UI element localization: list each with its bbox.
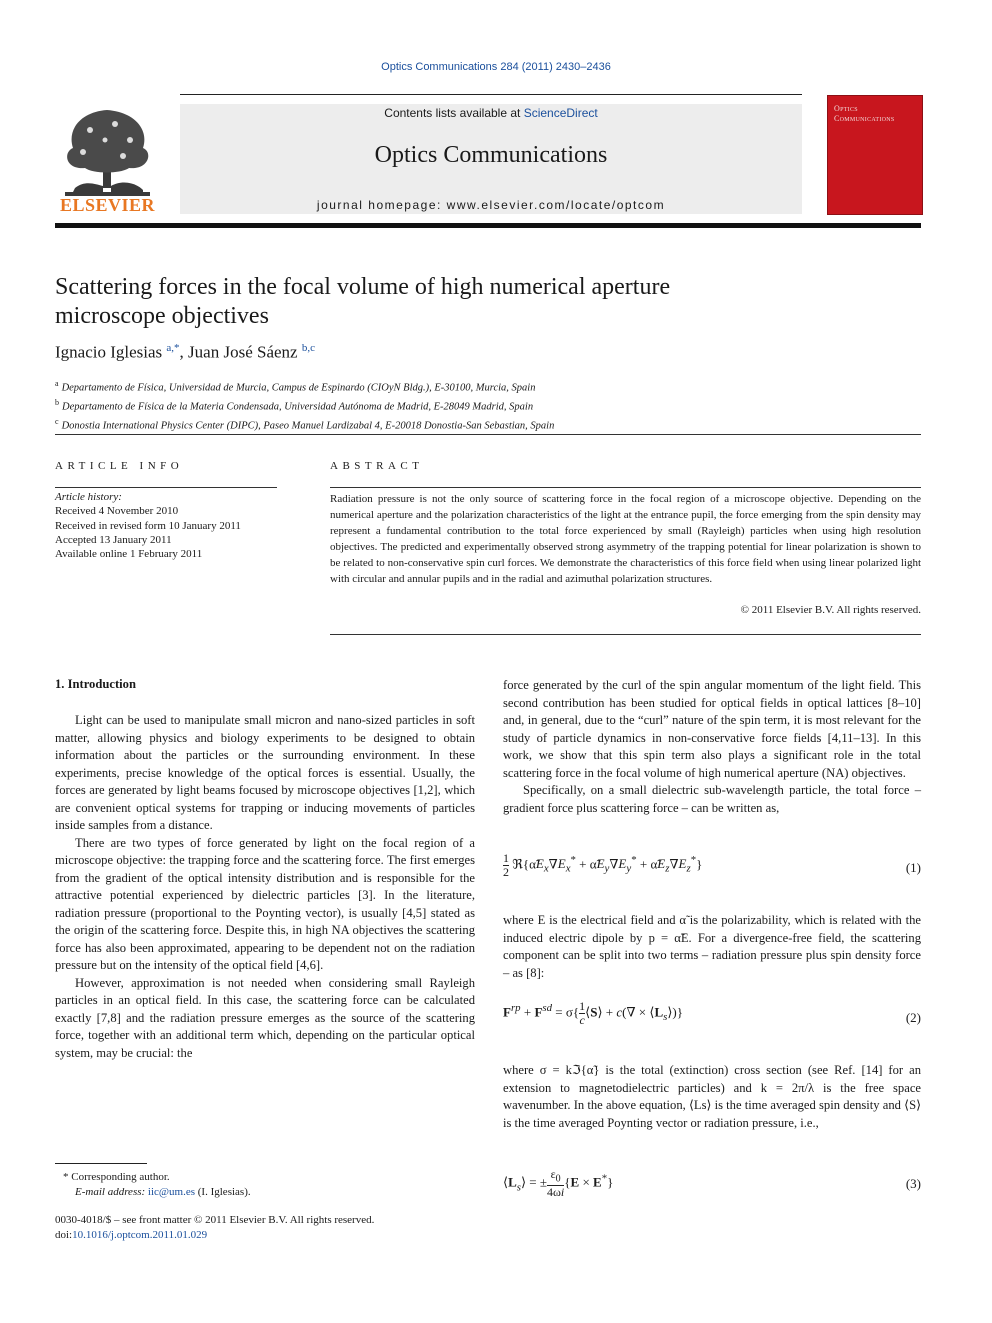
equation-2 bbox=[503, 1000, 921, 1036]
contents-line: Contents lists available at ScienceDirect bbox=[384, 106, 598, 120]
equation-1 bbox=[503, 852, 921, 886]
body-left-column bbox=[55, 712, 475, 1062]
equation-3 bbox=[503, 1168, 921, 1202]
article-info-rule bbox=[55, 487, 277, 488]
header-thick-rule bbox=[55, 223, 921, 228]
abstract-bottom-rule bbox=[330, 634, 921, 635]
author-affil-mark[interactable]: b,c bbox=[301, 342, 315, 354]
equation-expression: $⟨L_s⟩$ = ± $\frac{\varepsilon_0}{4\omega i}$ {E × E*} bbox=[503, 1167, 614, 1200]
article-title: Scattering forces in the focal volume of high numerical aperture microscope objectives bbox=[55, 274, 671, 329]
elsevier-wordmark: ELSEVIER bbox=[59, 195, 156, 215]
equation-number: (2) bbox=[905, 1010, 921, 1025]
journal-name: Optics Communications bbox=[374, 142, 608, 168]
author-name: Juan José Sáenz bbox=[188, 342, 298, 362]
cover-title: Optics Communications bbox=[834, 104, 895, 123]
email-link[interactable]: iic@um.es bbox=[147, 1186, 196, 1198]
affiliation-item: $^a$ Departamento de Física, Universidad de Murcia, Campus de Espinardo (CIOyN Bldg.), E-30100, Murcia, Spain bbox=[55, 379, 536, 394]
author-list: Ignacio Iglesias $^{a,*}$, Juan José Sáenz $^{b,c}$ bbox=[55, 342, 315, 362]
abstract-copyright: © 2011 Elsevier B.V. All rights reserved. bbox=[740, 604, 921, 616]
header-top-rule bbox=[180, 94, 802, 95]
paragraph: where E is the electrical field and α̃ is the polarizability, which is related with the induced electric dipole by p = α̃E. For a divergence-free field, the scattering component can be split into two terms – radiation pressure plus spin density force – as [8]: bbox=[503, 913, 921, 980]
history-item: Received in revised form 10 January 2011 bbox=[55, 519, 241, 532]
journal-cover-thumbnail bbox=[827, 95, 923, 215]
abstract-heading: ABSTRACT bbox=[330, 460, 424, 472]
doi-link[interactable]: 10.1016/j.optcom.2011.01.029 bbox=[72, 1229, 208, 1241]
equation-number: (3) bbox=[905, 1176, 921, 1191]
history-item: Available online 1 February 2011 bbox=[55, 548, 203, 561]
paragraph: where σ = kℑ{α̃} is the total (extinction) cross section (see Ref. [14] for an extension to magnetodielectric particles) and k = 2π/λ is the free space wavenumber. In the above equation, ⟨Ls⟩ is the time averaged spin density and ⟨S⟩ is the time averaged Poynting vector or radiation pressure, i.e., bbox=[503, 1063, 921, 1130]
body-right-column-cont bbox=[503, 912, 921, 982]
affiliation-item: $^c$ Donostia International Physics Center (DIPC), Paseo Manuel Lardizabal 4, E-20018 Donostia-San Sebastian, Spain bbox=[55, 417, 555, 432]
abstract-text: Radiation pressure is not the only source of scattering force in the focal region of a microscope objective. Depending on the numerical aperture and the polarization characteristics of the light at the entrance pupil, the force emerging from the spin density may represent a fundamental contribution to the total force experienced by small (Rayleigh) particles when using high resolution objectives. The predicted and experimentally observed strong asymmetry of the trapping potential for linear polarization is shown to be related to non-conservative spin curl forces. We demonstrate the characteristics of this force field when using linear polarized light with circular and annular pupils and in the radial and azimuthal polarization structures. bbox=[330, 493, 921, 585]
paragraph: Specifically, on a small dielectric sub-wavelength particle, the total force – gradient force plus scattering force – can be written as, bbox=[503, 783, 921, 815]
body-right-column-cont bbox=[503, 1062, 921, 1132]
equation-expression: $\frac{1}{2}$ $ℜ\{\alphãE_x\nabla E_x^*$ + $\alphãE_y\nabla E_y^*$ + $\alphãE_z\nabla E_z^*$} bbox=[503, 851, 703, 879]
body-right-column bbox=[503, 677, 921, 817]
journal-homepage[interactable]: journal homepage: www.elsevier.com/locate/optcom bbox=[316, 198, 666, 212]
footnote-rule bbox=[55, 1163, 147, 1164]
affiliations bbox=[55, 377, 925, 434]
equation-number: (1) bbox=[905, 860, 921, 875]
article-history: Article history: Received 4 November 2010 Received in revised form 10 January 2011 Accepted 13 January 2011 Available online 1 February 2011 bbox=[55, 490, 277, 561]
history-item: Accepted 13 January 2011 bbox=[55, 533, 172, 546]
abstract-top-rule bbox=[330, 487, 921, 488]
journal-reference[interactable]: Optics Communications 284 (2011) 2430–2436 bbox=[381, 61, 611, 73]
paragraph: There are two types of force generated by light on the focal region of a microscope objective: the trapping force and the scattering force. The first emerges from the gradient of the optical intensity distribution and is responsible for the attractive potential experienced by dielectric particles [3]. In the literature, radiation pressure (proportional to the Poynting vector), is usually [4,5] stated as the origin of the scattering force. Despite this, in high NA objectives the scattering force has also been approximated, appearing to be dependent not on the radiation pressure but on the intensity of the optical field [4,6]. bbox=[55, 835, 475, 972]
equation-expression: $F^{rp} + F^{sd} = \sigma${ $\frac{1}{c}$ ⟨S⟩ + $c(\nabla \times ⟨L_s⟩)$} bbox=[503, 999, 683, 1027]
front-matter: 0030-4018/$ – see front matter © 2011 Elsevier B.V. All rights reserved. doi:10.1016/j.optcom.2011.01.029 bbox=[55, 1214, 375, 1241]
author-name: Ignacio Iglesias bbox=[55, 342, 163, 362]
paragraph: However, approximation is not needed when considering small Rayleigh particles in an optical field. In this case, the scattering force can be calculated exactly [7,8] and the radiation pressure emerges as the source of the scattering force, together with an additional term which, depending on the particular optical system, may be crucial: the bbox=[55, 975, 475, 1060]
article-info-heading: ARTICLE INFO bbox=[55, 460, 184, 472]
author-affil-mark[interactable]: a,* bbox=[166, 342, 180, 354]
section-heading: 1. Introduction bbox=[55, 677, 136, 691]
paragraph: force generated by the curl of the spin angular momentum of the light field. This second contribution has been studied for optical fields in optical lattices [8–10] and, in general, due to the “curl” nature of the spin term, it is most relevant for the study of particle dynamics in non-conservative force fields [4,11–13]. In this work, we show that this spin term also plays a significant role in the total scattering force in the focal volume of high numerical aperture (NA) objectives. bbox=[503, 678, 921, 780]
history-item: Received 4 November 2010 bbox=[55, 505, 179, 518]
paragraph: Light can be used to manipulate small micron and nano-sized particles in soft matter, allowing physics and biology experiments to be designed to obtain information about the particles or the surrounding environment. In these experiments, precise knowledge of the optical forces is essential. Usually, the forces are generated by light beams focused by microscope objectives [1,2], which are convenient optical systems for trapping or inducing movements of particles inside samples from a distance. bbox=[55, 713, 475, 832]
affiliation-rule bbox=[55, 434, 921, 435]
affiliation-item: $^b$ Departamento de Física de la Materia Condensada, Universidad Autónoma de Madrid, E-28049 Madrid, Spain bbox=[55, 398, 534, 413]
corresponding-author-footnote: * Corresponding author. E-mail address: iic@um.es (I. Iglesias). bbox=[63, 1171, 251, 1198]
sciencedirect-link[interactable]: ScienceDirect bbox=[523, 106, 598, 120]
